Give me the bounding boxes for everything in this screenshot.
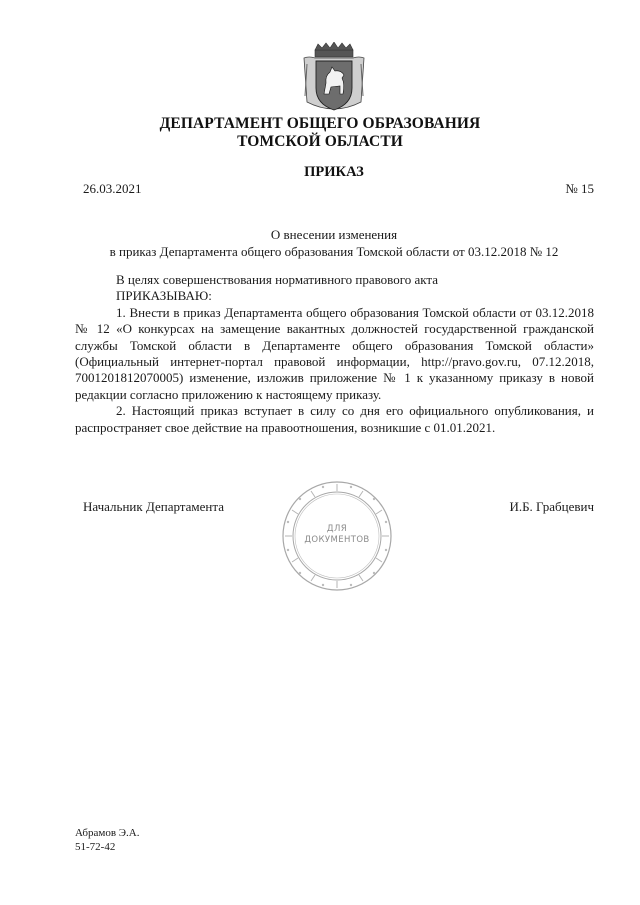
signatory-name: И.Б. Грабцевич <box>509 499 594 514</box>
stamp-text-line1: ДЛЯ <box>326 524 348 534</box>
order-word: ПРИКАЗЫВАЮ: <box>116 288 212 304</box>
subject-line1: О внесении изменения <box>270 227 398 242</box>
order-date: 26.03.2021 <box>83 181 142 196</box>
crown-icon <box>315 42 353 57</box>
department-name-line1: ДЕПАРТАМЕНТ ОБЩЕГО ОБРАЗОВАНИЯ <box>159 115 481 132</box>
order-body <box>75 272 594 436</box>
stamp-text-line2: ДОКУМЕНТОВ <box>304 535 370 545</box>
department-name-line2: ТОМСКОЙ ОБЛАСТИ <box>237 133 403 150</box>
executor-info <box>75 826 139 854</box>
coat-of-arms-emblem <box>301 42 367 114</box>
executor-name: Абрамов Э.А. <box>75 827 140 839</box>
round-stamp <box>281 480 393 592</box>
order-item-2: 2. Настоящий приказ вступает в силу со дня его официального опубликования, и распространяет свое действие на правоотношения, возникшие с 01.01.2021. <box>75 403 594 435</box>
preamble-text: В целях совершенствования нормативного правового акта <box>116 272 439 287</box>
subject-line2: в приказ Департамента общего образования Томской области от 03.12.2018 № 12 <box>109 244 559 259</box>
order-item-1: 1. Внести в приказ Департамента общего образования Томской области от 03.12.2018 № 12 «О конкурсах на замещение вакантных должностей государственной гражданской службы Томской области в Департаменте общего образования Томской области» (Официальный интернет-портал правовой информации, http://pravo.gov.ru, 07.12.2018, 7001201812070005) изменение, изложив приложение № 1 к указанному приказу в новой редакции согласно приложению к настоящему приказу. <box>75 304 594 402</box>
executor-phone: 51-72-42 <box>75 841 116 853</box>
order-number: № 15 <box>565 181 594 196</box>
signatory-position: Начальник Департамента <box>83 499 224 514</box>
document-type-title: ПРИКАЗ <box>304 164 364 180</box>
